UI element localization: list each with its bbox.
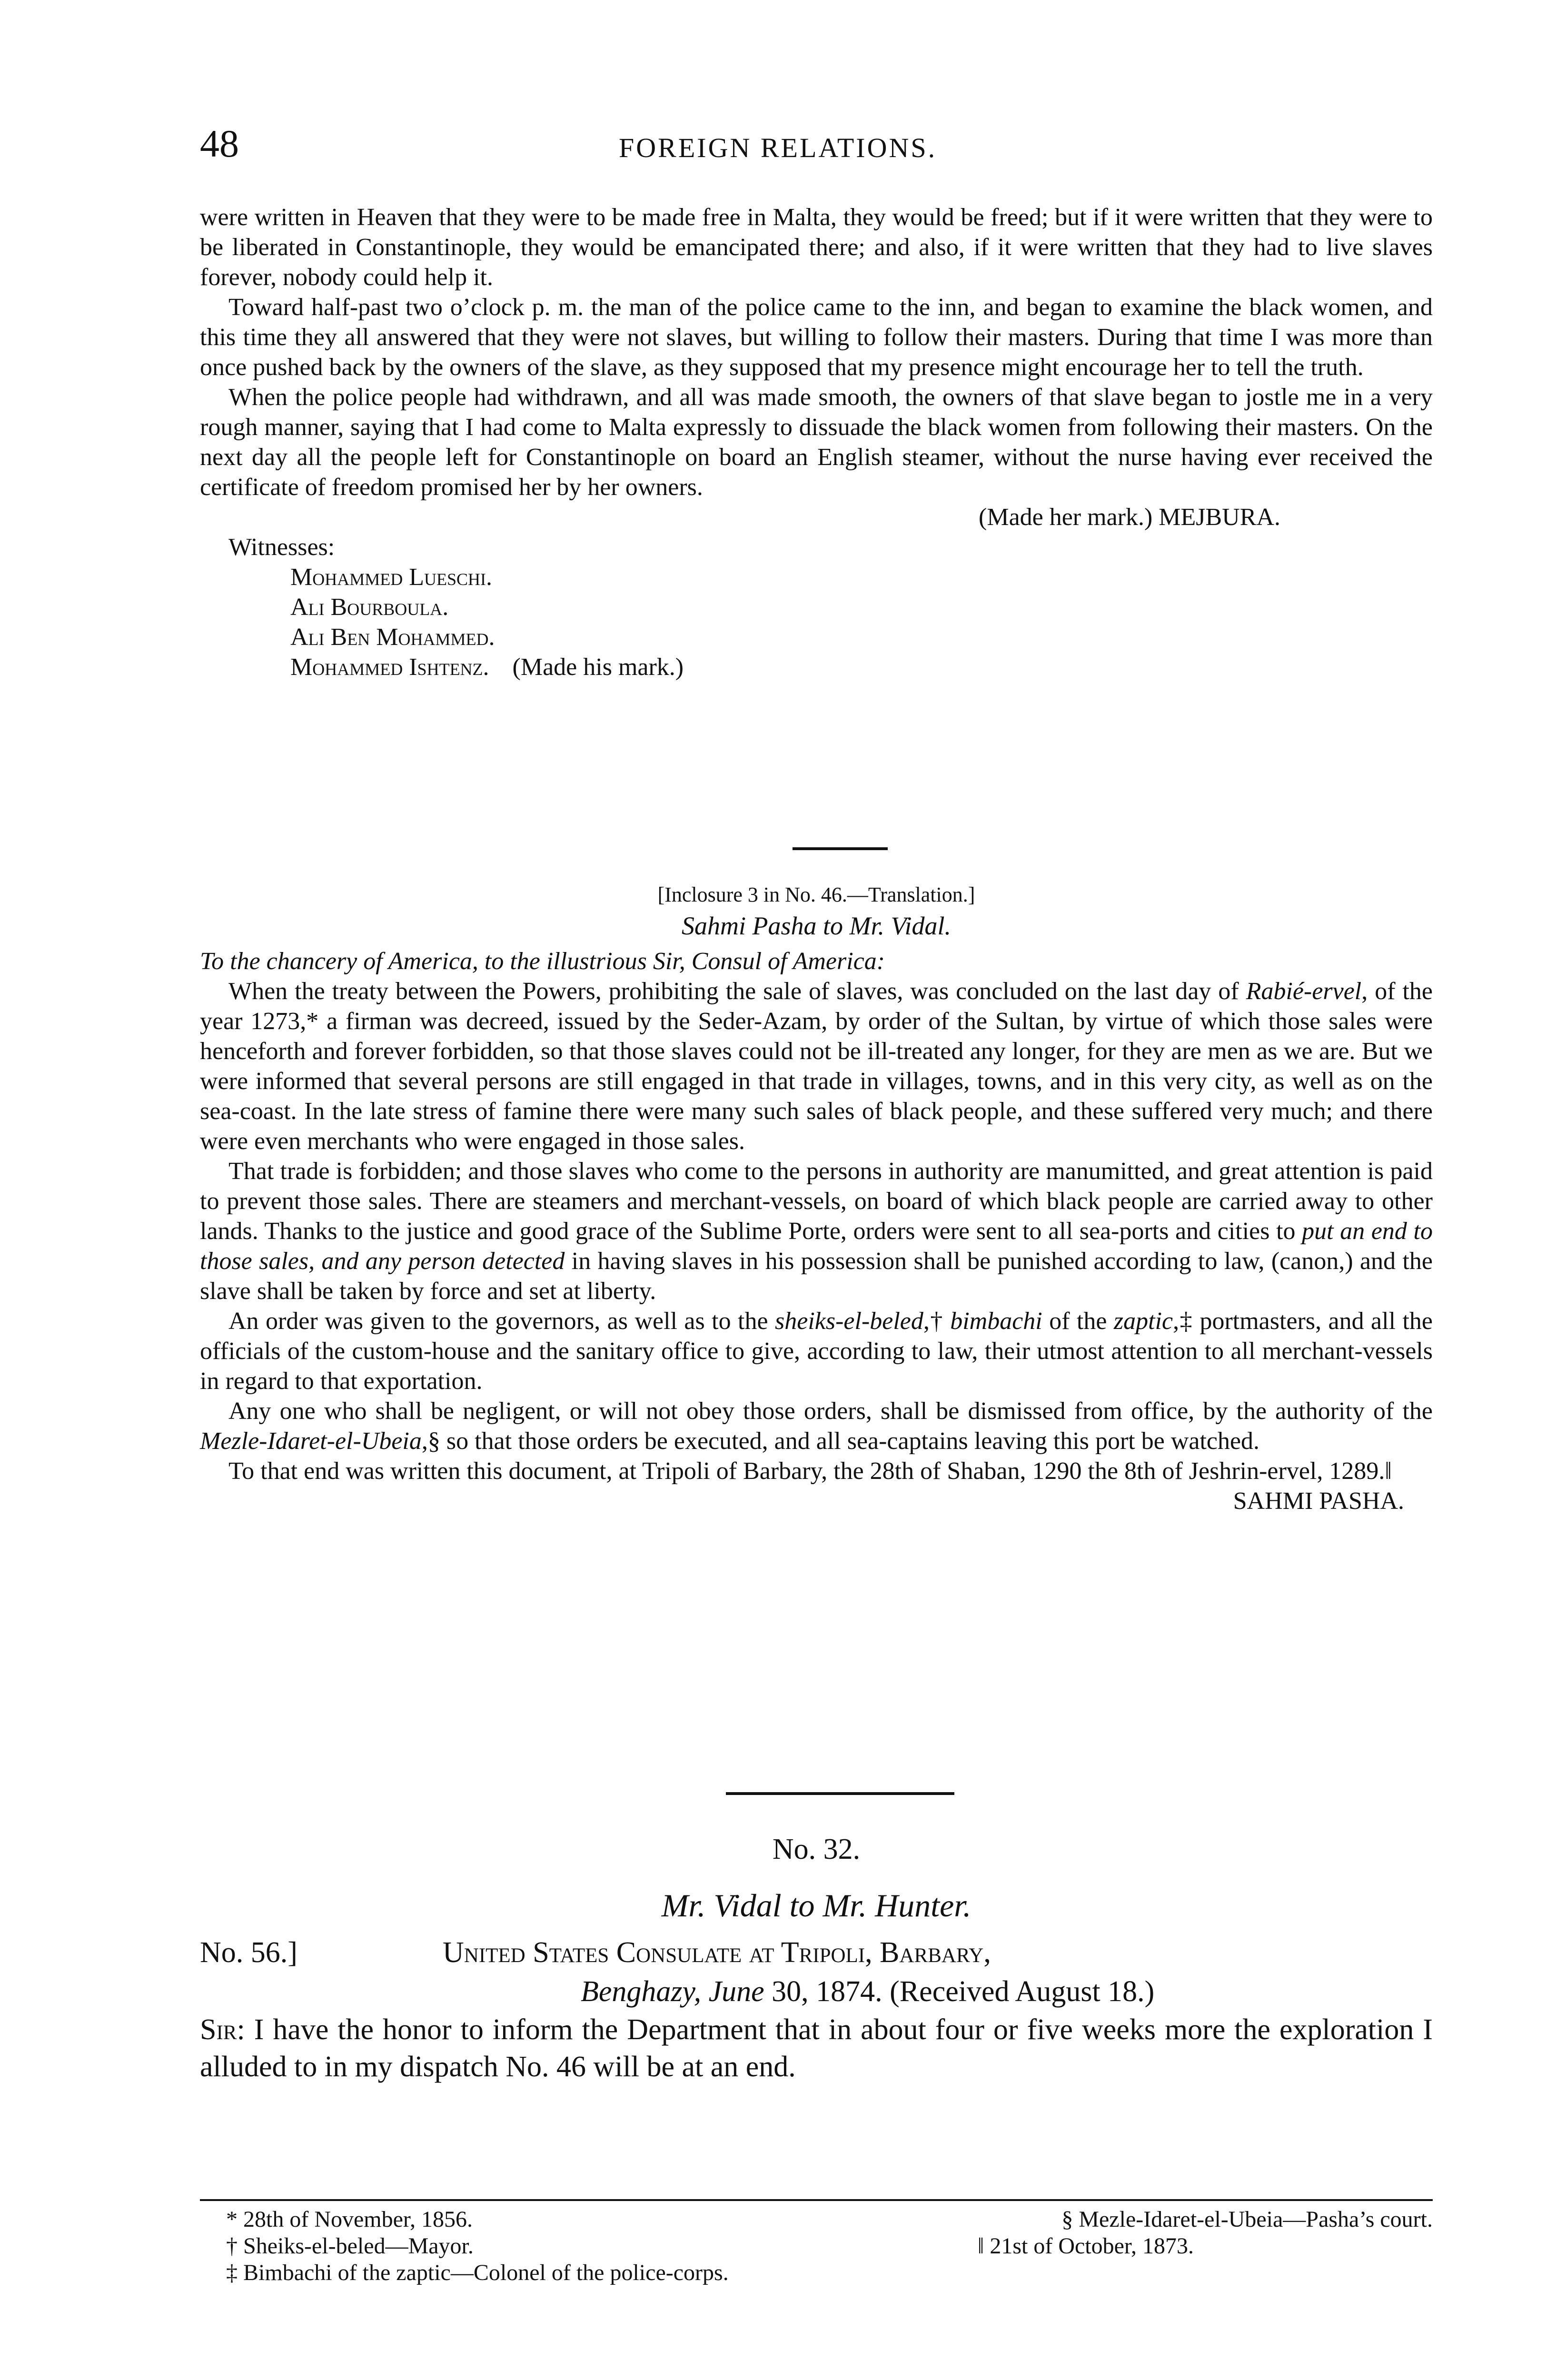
continuation-paragraph-2: Toward half-past two o’clock p. m. the man of the police came to the inn, and began to examine the black women, and this time they all answered that they were not slaves, but willing to follow their masters. During that time I was more than once pushed back by the owners of the slave, as they supposed that my presence might encourage her to tell the truth. (200, 294, 1433, 381)
footnote: § Mezle-Idaret-el-Ubeia—Pasha’s court. (1061, 2207, 1433, 2232)
inclosure-title: Sahmi Pasha to Mr. Vidal. (682, 912, 951, 940)
inclosure-paragraph-2: That trade is forbidden; and those slaves who come to the persons in authority are manumitted, and great attention is paid to prevent those sales. There are steamers and merchant-vessels, on board of which black people are carried away to other lands. Thanks to the justice and good grace of the Sublime Porte, orders were sent to all sea-ports and cities to put an end to those sales, and any person detected in having slaves in his possession shall be punished according to law, (canon,) and the slave shall be taken by force and set at liberty. (200, 1158, 1433, 1305)
term-bimbachi: bimbachi (950, 1308, 1042, 1335)
inclosure-paragraph-1: When the treaty between the Powers, prohibiting the sale of slaves, was concluded on the last day of Rabié-ervel, of the year 1273,* a firman was decreed, issued by the Seder-Azam, by order of the Sultan, by virtue of which those sales were henceforth and forever forbidden, so that those slaves could not be ill-treated any longer, for they are men as we are. But we were informed that several persons are still engaged in that trade in villages, towns, and in this very city, as well as on the sea-coast. In the late stress of famine there were many such sales of black people, and these suffered very much; and there were even merchants who were engaged in those sales. (200, 978, 1433, 1155)
footnote: † Sheiks-el-beled—Mayor. (226, 2233, 474, 2259)
letter-address-row (200, 1933, 1433, 1972)
witnesses-label: Witnesses: (228, 534, 335, 561)
footnote-row (200, 2260, 1433, 2286)
consulate-origin: United States Consulate at Tripoli, Barbary, (443, 1936, 991, 1969)
term-mezle: Mezle-Idaret-el-Ubeia (200, 1428, 422, 1455)
continuation-section (200, 202, 1433, 682)
page-number: 48 (200, 122, 239, 165)
witness-name: Ali Ben Mohammed. (290, 624, 495, 651)
mejbura-signature: (Made her mark.) MEJBURA. (979, 504, 1280, 531)
section-divider (793, 847, 888, 850)
continuation-paragraph-3: When the police people had withdrawn, and all was made smooth, the owners of that slave began to jostle me in a very rough manner, saying that I had come to Malta expressly to dissuade the black women from following their masters. On the next day all the people left for Constantinople on board an English steamer, without the nurse having ever received the certificate of freedom promised her by her owners. (200, 384, 1433, 501)
inclosure-paragraph-3: An order was given to the governors, as well as to the sheiks-el-beled,† bimbachi of the zaptic,‡ portmasters, and all the officials of the custom-house and the sanitary office to give, according to law, their utmost attention to all merchant-vessels in regard to that exportation. (200, 1308, 1433, 1395)
term-sheiks: sheiks-el-beled (775, 1308, 923, 1335)
inclosure-section (200, 881, 1433, 1516)
continuation-paragraph-1: were written in Heaven that they were to be made free in Malta, they would be freed; but if it were written that they were to be liberated in Constantinople, they would be emancipated there; and also, if it were written that they had to live slaves forever, nobody could help it. (200, 204, 1433, 291)
letter-dateline: Benghazy, June 30, 1874. (Received August 18.) (581, 1975, 1155, 2008)
witness-mark-note: (Made his mark.) (512, 654, 684, 681)
inclosure-salutation: To the chancery of America, to the illustrious Sir, Consul of America: (200, 948, 885, 975)
footnotes (200, 2206, 1433, 2286)
witness-list (290, 562, 1433, 682)
letter-salute: Sir: (200, 2013, 245, 2046)
footnote-row (200, 2206, 1433, 2233)
footnote-rule (200, 2199, 1433, 2201)
sahmi-signature: SAHMI PASHA. (1233, 1488, 1404, 1515)
witness-name: Mohammed Lueschi. (290, 564, 493, 591)
inclosure-paragraph-5: To that end was written this document, at Tripoli of Barbary, the 28th of Shaban, 1290 the 8th of Jeshrin-ervel, 1289.‖ (228, 1458, 1392, 1485)
inclosure-paragraph-4: Any one who shall be negligent, or will not obey those orders, shall be dismissed from office, by the authority of the Mezle-Idaret-el-Ubeia,§ so that those orders be executed, and all sea-captains leaving this port be watched. (200, 1398, 1433, 1455)
letter-body: Sir: I have the honor to inform the Department that in about four or five weeks more the exploration I alluded to in my dispatch No. 46 will be at an end. (200, 2013, 1433, 2083)
letter-number: No. 32. (772, 1833, 861, 1865)
footnote: ‡ Bimbachi of the zaptic—Colonel of the police-corps. (226, 2260, 729, 2285)
received-note: (Received August 18.) (890, 1975, 1155, 2008)
italic-phrase: put an end to those sales, and any person detected (200, 1218, 1433, 1275)
letter-divider (726, 1792, 954, 1795)
running-head: FOREIGN RELATIONS. (619, 132, 937, 163)
page-header (0, 121, 1546, 174)
letter-title: Mr. Vidal to Mr. Hunter. (661, 1887, 971, 1924)
witness-name: Mohammed Ishtenz. (290, 654, 489, 681)
footnote: * 28th of November, 1856. (226, 2207, 473, 2232)
inclosure-heading: [Inclosure 3 in No. 46.—Translation.] (657, 883, 975, 906)
month-name: Rabié-ervel (1246, 978, 1362, 1005)
term-zaptic: zaptic (1113, 1308, 1173, 1335)
footnote: ‖ 21st of October, 1873. (977, 2233, 1194, 2259)
letter-section (200, 1830, 1433, 2085)
dispatch-reference: No. 56.] (200, 1936, 297, 1969)
footnote-row (200, 2233, 1433, 2260)
letter-date-row (200, 1972, 1433, 2011)
witness-name: Ali Bourboula. (290, 594, 449, 621)
witness-row (290, 652, 1433, 682)
